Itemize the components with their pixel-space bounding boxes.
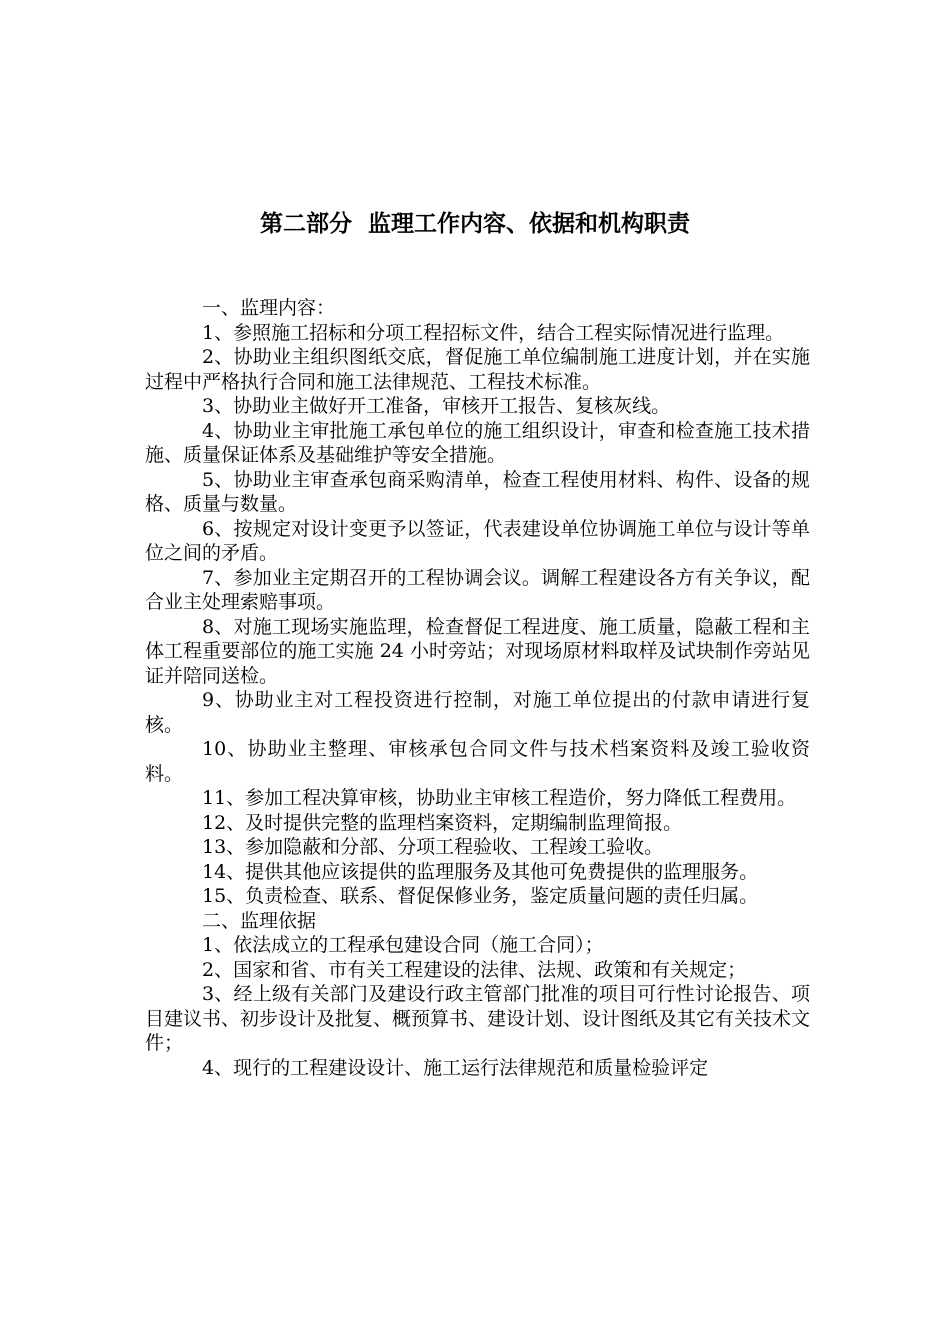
list-item: 12、及时提供完整的监理档案资料，定期编制监理简报。: [202, 811, 683, 834]
list-item: 2、协助业主组织图纸交底，督促施工单位编制施工进度计划，并在实施过程中严格执行合同和施工法律规范、工程技术标准。: [145, 346, 810, 393]
document-title: 第二部分 监理工作内容、依据和机构职责: [259, 210, 690, 237]
list-item: 3、经上级有关部门及建设行政主管部门批准的项目可行性讨论报告、项目建议书、初步设计及批复、概预算书、建设计划、设计图纸及其它有关技术文件；: [145, 983, 811, 1054]
list-item: 8、对施工现场实施监理，检查督促工程进度、施工质量，隐蔽工程和主体工程重要部位的施工实施 24 小时旁站；对现场原材料取样及试块制作旁站见证并陪同送检。: [145, 615, 810, 687]
section-heading: 一、监理内容：: [202, 297, 336, 319]
list-item: 6、按规定对设计变更予以签证，代表建设单位协调施工单位与设计等单位之间的矛盾。: [145, 517, 810, 564]
list-item: 14、提供其他应该提供的监理服务及其他可免费提供的监理服务。: [202, 860, 759, 883]
list-item: 7、参加业主定期召开的工程协调会议。调解工程建设各方有关争议，配合业主处理索赔事项。: [145, 566, 810, 613]
list-item: 4、现行的工程建设设计、施工运行法律规范和质量检验评定: [202, 1056, 709, 1079]
list-item: 4、协助业主审批施工承包单位的施工组织设计，审查和检查施工技术措施、质量保证体系及基础维护等安全措施。: [145, 419, 810, 466]
list-item: 5、协助业主审查承包商采购清单，检查工程使用材料、构件、设备的规格、质量与数量。: [145, 468, 810, 515]
list-item: 1、依法成立的工程承包建设合同（施工合同）；: [202, 934, 604, 956]
list-item: 13、参加隐蔽和分部、分项工程验收、工程竣工验收。: [202, 836, 664, 858]
list-item: 3、协助业主做好开工准备，审核开工报告、复核灰线。: [202, 395, 671, 417]
list-item: 15、负责检查、联系、督促保修业务，鉴定质量问题的责任归属。: [202, 885, 759, 907]
list-item: 10、协助业主整理、审核承包合同文件与技术档案资料及竣工验收资料。: [145, 738, 810, 785]
list-item: 11、参加工程决算审核，协助业主审核工程造价，努力降低工程费用。: [202, 787, 797, 809]
list-item: 1、参照施工招标和分项工程招标文件，结合工程实际情况进行监理。: [202, 321, 785, 344]
section-heading: 二、监理依据: [202, 909, 317, 932]
list-item: 9、协助业主对工程投资进行控制，对施工单位提出的付款申请进行复核。: [145, 689, 810, 736]
document-body: [145, 296, 810, 1080]
list-item: 2、国家和省、市有关工程建设的法律、法规、政策和有关规定；: [202, 958, 747, 981]
